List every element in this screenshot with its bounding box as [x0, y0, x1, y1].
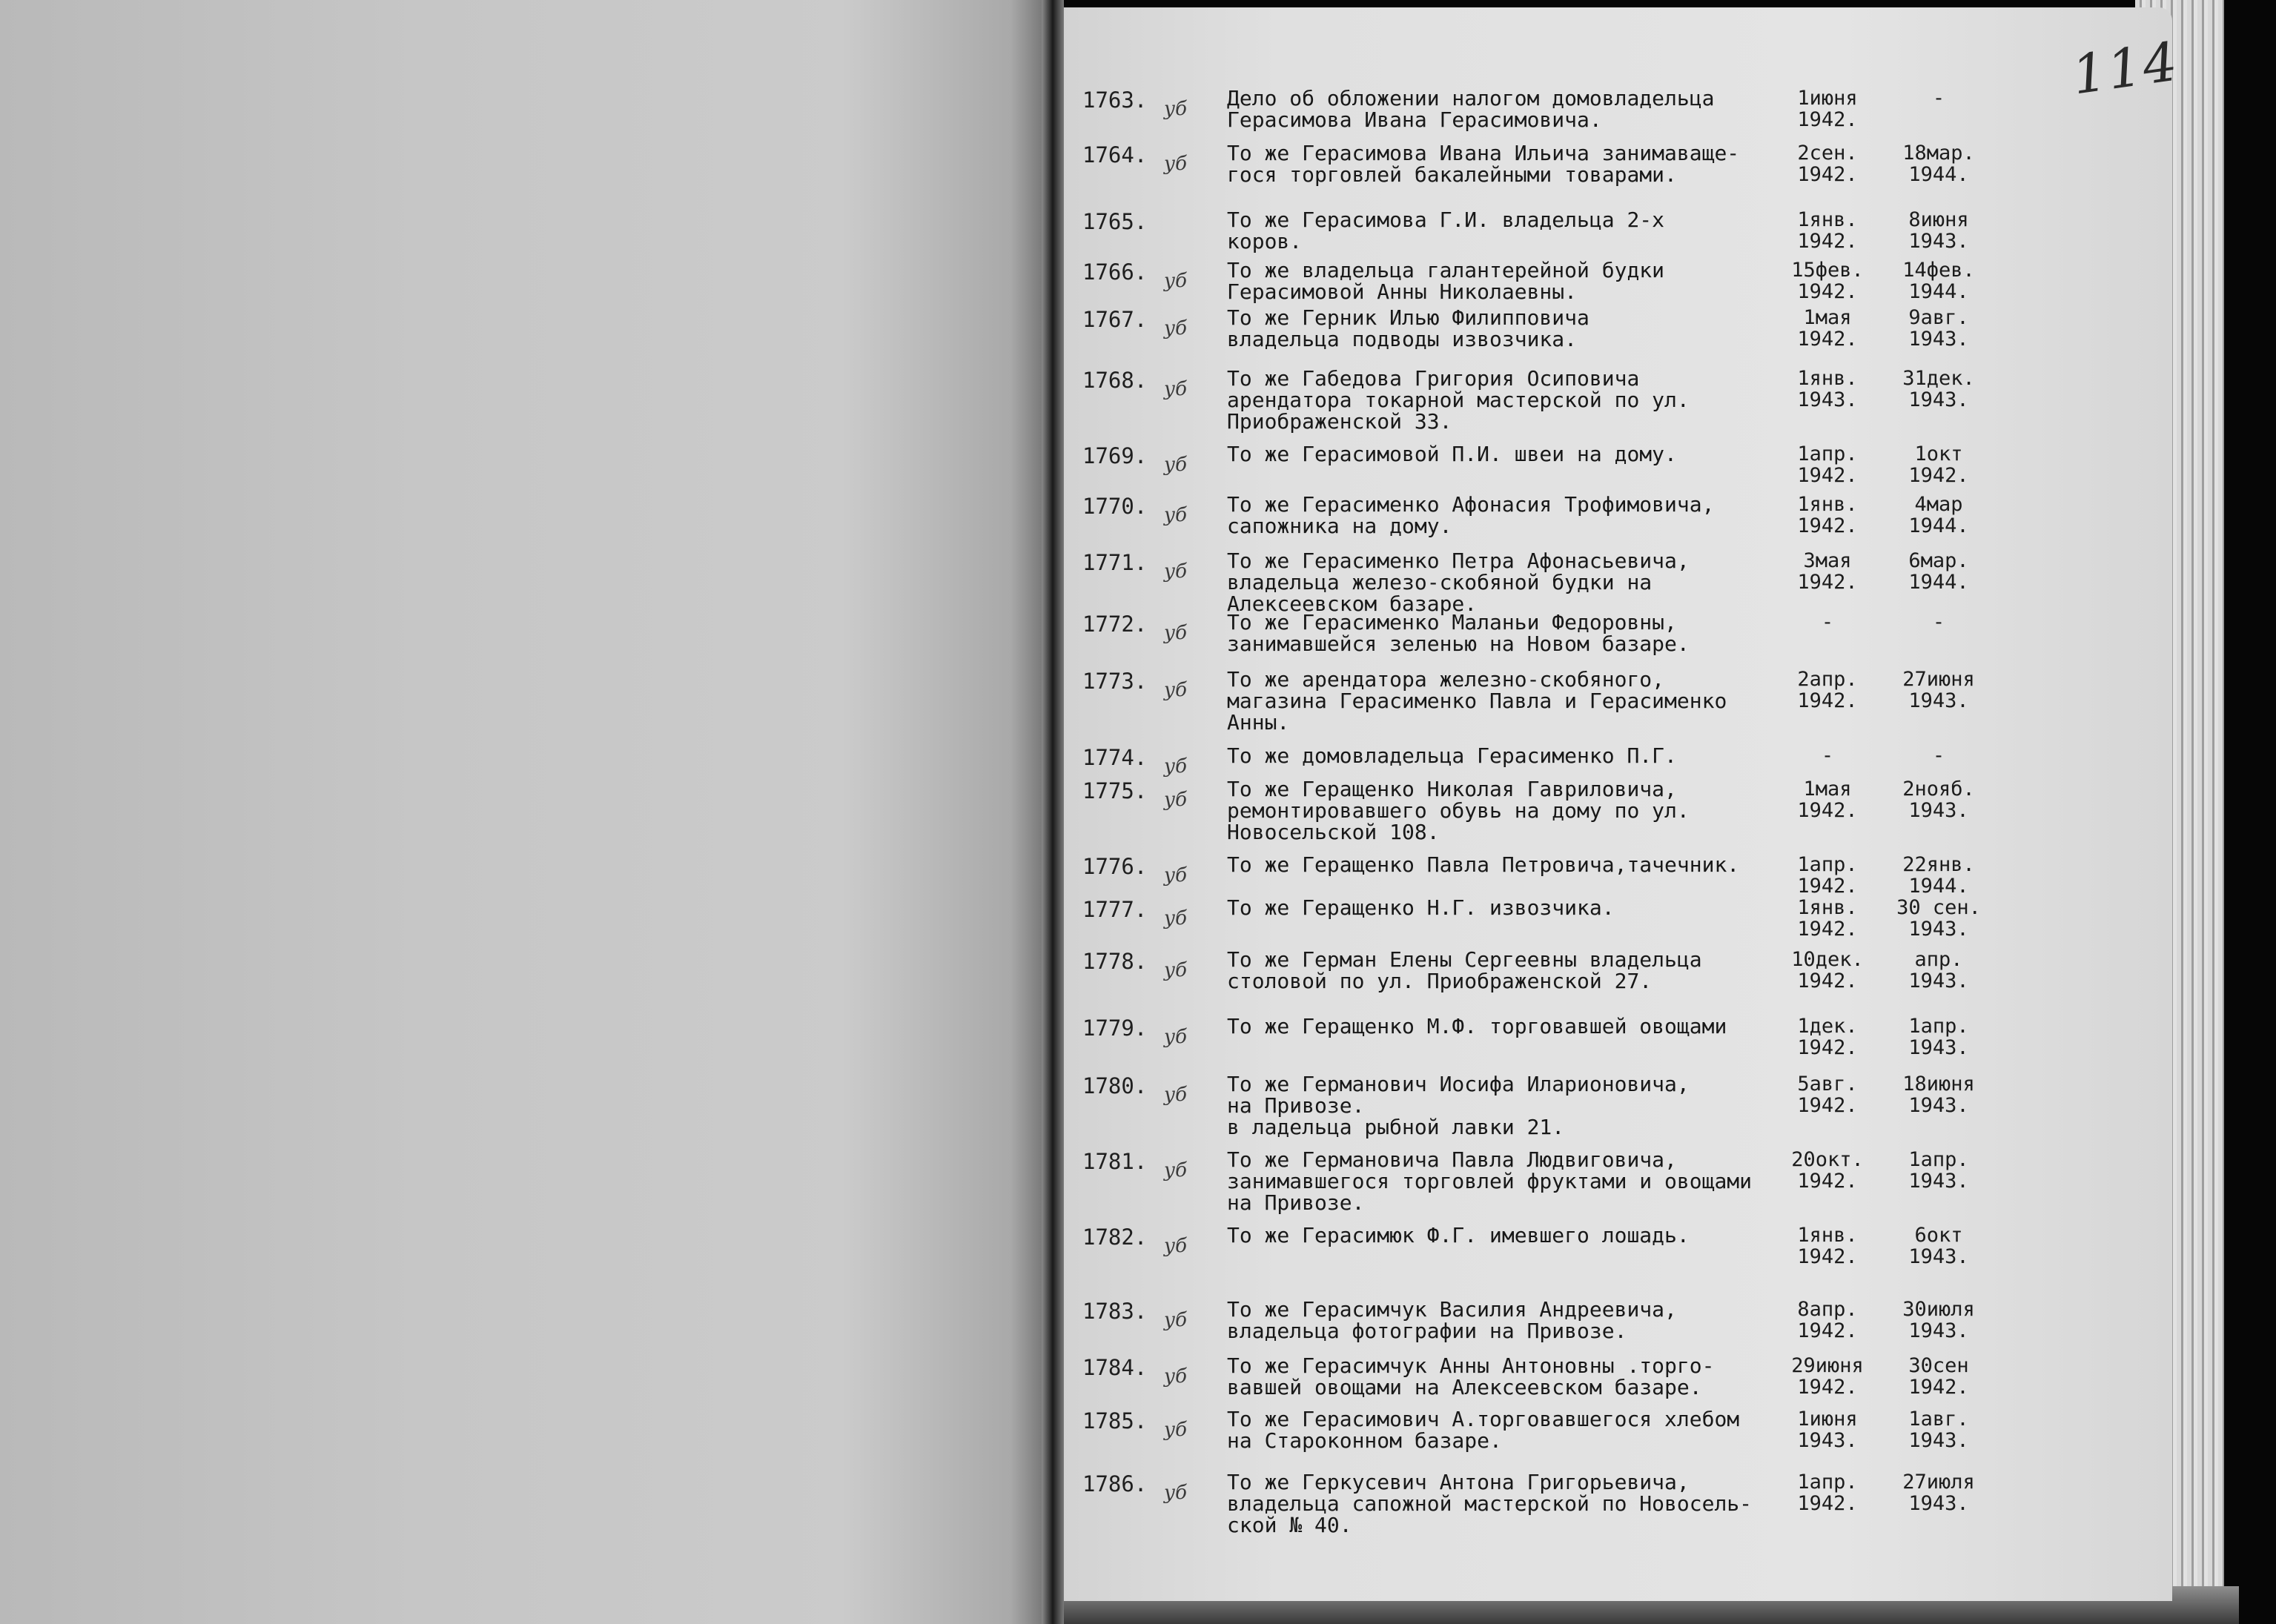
date-line: 1943. [1797, 388, 1858, 411]
date-line: 1апр. [1797, 853, 1858, 876]
entry-description [1227, 368, 1690, 432]
description-line: То же Герасимчук Анны Антоновны .торго- [1227, 1353, 1715, 1378]
date-line: - [1932, 611, 1945, 634]
date-line: - [1821, 744, 1834, 767]
end-date [1887, 897, 1991, 940]
date-line: 6мар. [1908, 549, 1969, 572]
entry-description [1227, 87, 1714, 130]
handwritten-mark: уб [1164, 317, 1187, 339]
date-line: 1943. [1908, 1170, 1969, 1193]
entry-description [1227, 1073, 1690, 1138]
folio-number: 114 [2068, 30, 2183, 107]
date-line: 2апр. [1797, 668, 1858, 691]
register-entry [0, 1407, 2276, 1453]
start-date [1776, 1408, 1879, 1451]
entry-number: 1768. [1082, 368, 1148, 393]
handwritten-mark: уб [1164, 98, 1187, 120]
description-line: То же Герасименко Петра Афонасьевича, [1227, 548, 1690, 573]
start-date [1776, 1471, 1879, 1514]
date-line: 1944. [1908, 875, 1969, 898]
end-date [1887, 949, 1991, 992]
date-line: 1943. [1908, 1094, 1969, 1117]
date-line: 1апр. [1797, 443, 1858, 465]
date-line: 1942. [1797, 689, 1858, 712]
end-date [1887, 612, 1991, 633]
entry-description [1227, 142, 1739, 185]
register-entry [0, 141, 2276, 187]
date-line: 1дек. [1797, 1015, 1858, 1038]
register-entry [0, 852, 2276, 898]
entry-number: 1763. [1082, 87, 1148, 113]
date-line: 1942. [1797, 571, 1858, 594]
date-line: 14фев. [1902, 259, 1975, 282]
description-line: То же Герасименко Афонасия Трофимовича, [1227, 492, 1715, 517]
description-line: То же Габедова Григория Осиповича [1227, 366, 1640, 391]
entry-description [1227, 307, 1589, 350]
date-line: 1943. [1908, 230, 1969, 253]
entry-description [1227, 1224, 1690, 1246]
start-date [1776, 745, 1879, 766]
date-line: 1942. [1797, 108, 1858, 131]
description-line: То же Герасимюк Ф.Г. имевшего лошадь. [1227, 1223, 1690, 1247]
start-date [1776, 1224, 1879, 1267]
entry-description [1227, 778, 1690, 843]
end-date [1887, 1015, 1991, 1058]
entry-description [1227, 897, 1615, 918]
date-line: 1942. [1797, 163, 1858, 186]
register-entry [0, 305, 2276, 351]
description-line: То же Герасименко Маланьи Федоровны, [1227, 610, 1677, 634]
handwritten-mark: уб [1164, 1482, 1187, 1504]
entry-number: 1769. [1082, 443, 1148, 468]
description-line: То же Герасимова Ивана Ильича занимаваще- [1227, 141, 1740, 165]
start-date [1776, 1073, 1879, 1116]
date-line: 6окт [1914, 1224, 1963, 1247]
description-line: Новосельской 108. [1227, 820, 1440, 844]
description-line: Алексеевском базаре. [1227, 591, 1478, 616]
date-line: 1943. [1908, 970, 1969, 992]
entry-number: 1770. [1082, 494, 1148, 519]
handwritten-mark: уб [1164, 679, 1187, 701]
date-line: 5авг. [1797, 1073, 1858, 1096]
date-line: 1943. [1908, 1036, 1969, 1059]
description-line: занимавшейся зеленью на Новом базаре. [1227, 632, 1690, 656]
end-date [1887, 1408, 1991, 1451]
date-line: 30сен [1908, 1354, 1969, 1377]
entry-number: 1773. [1082, 669, 1148, 694]
handwritten-mark: уб [1164, 454, 1187, 476]
date-line: 1943. [1908, 799, 1969, 822]
register-entry [0, 1072, 2276, 1139]
register-entry [0, 1147, 2276, 1215]
handwritten-mark: уб [1164, 789, 1187, 811]
date-line: 1942. [1797, 799, 1858, 822]
date-line: 10дек. [1791, 948, 1864, 971]
entry-description [1227, 1149, 1752, 1213]
description-line: ской № 40. [1227, 1513, 1352, 1537]
start-date [1776, 1149, 1879, 1192]
start-date [1776, 87, 1879, 130]
description-line: Дело об обложении налогом домовладельца [1227, 86, 1715, 110]
date-line: 1943. [1908, 1492, 1969, 1515]
end-date [1887, 1073, 1991, 1116]
entry-number: 1777. [1082, 897, 1148, 922]
description-line: То же Геращенко Николая Гавриловича, [1227, 777, 1677, 801]
register-entry [0, 86, 2276, 132]
date-line: 18июня [1902, 1073, 1975, 1096]
handwritten-mark: уб [1164, 1159, 1187, 1181]
handwritten-mark: уб [1164, 153, 1187, 175]
entry-number: 1771. [1082, 550, 1148, 575]
description-line: То же Геращенко М.Ф. торговавшей овощами [1227, 1014, 1727, 1038]
date-line: 18мар. [1902, 142, 1975, 165]
date-line: 22янв. [1902, 853, 1975, 876]
description-line: То же Герник Илью Филипповича [1227, 305, 1589, 330]
entry-number: 1766. [1082, 259, 1148, 285]
date-line: 1943. [1908, 918, 1969, 941]
date-line: 2сен. [1797, 142, 1858, 165]
handwritten-mark: уб [1164, 378, 1187, 400]
date-line: 1943. [1908, 1245, 1969, 1268]
description-line: на Привозе. [1227, 1093, 1365, 1118]
description-line: на Привозе. [1227, 1190, 1365, 1215]
register-entry [0, 1014, 2276, 1059]
start-date [1776, 259, 1879, 302]
date-line: 1авг. [1908, 1408, 1969, 1431]
date-line: 1942. [1797, 1170, 1858, 1193]
entry-number: 1778. [1082, 949, 1148, 974]
handwritten-mark: уб [1164, 1084, 1187, 1106]
date-line: 1942. [1797, 1376, 1858, 1399]
start-date [1776, 854, 1879, 897]
start-date [1776, 368, 1879, 411]
date-line: 1942. [1797, 875, 1858, 898]
description-line: гося торговлей бакалейными товарами. [1227, 162, 1677, 187]
start-date [1776, 550, 1879, 593]
date-line: 1942. [1797, 1319, 1858, 1342]
description-line: владельца фотографии на Привозе. [1227, 1319, 1627, 1343]
entry-description [1227, 550, 1690, 614]
entry-number: 1779. [1082, 1015, 1148, 1041]
entry-description [1227, 1355, 1714, 1398]
description-line: арендатора токарной мастерской по ул. [1227, 388, 1690, 412]
register-entry [0, 777, 2276, 844]
date-line: 4мар [1914, 493, 1963, 516]
handwritten-mark: уб [1164, 504, 1187, 526]
date-line: 1942. [1797, 514, 1858, 537]
entry-number: 1775. [1082, 778, 1148, 803]
handwritten-mark: уб [1164, 1026, 1187, 1048]
description-line: владельца подводы извозчика. [1227, 327, 1578, 351]
handwritten-mark: уб [1164, 959, 1187, 981]
date-line: 1942. [1797, 1492, 1858, 1515]
start-date [1776, 443, 1879, 486]
description-line: Анны. [1227, 710, 1290, 735]
date-line: 1943. [1908, 1429, 1969, 1452]
date-line: 3мая [1803, 549, 1852, 572]
entry-description [1227, 259, 1664, 302]
end-date [1887, 1355, 1991, 1398]
start-date [1776, 778, 1879, 821]
entry-description [1227, 1471, 1752, 1536]
end-date [1887, 854, 1991, 897]
start-date [1776, 949, 1879, 992]
end-date [1887, 1149, 1991, 1192]
handwritten-mark: уб [1164, 1419, 1187, 1441]
description-line: магазина Герасименко Павла и Герасименко [1227, 689, 1727, 713]
entry-description [1227, 745, 1677, 766]
date-line: 1янв. [1797, 208, 1858, 231]
date-line: 31дек. [1902, 367, 1975, 390]
date-line: 1942. [1797, 1094, 1858, 1117]
register-entry [0, 208, 2276, 253]
date-line: 1944. [1908, 571, 1969, 594]
end-date [1887, 307, 1991, 350]
description-line: То же домовладельца Герасименко П.Г. [1227, 743, 1677, 768]
entry-number: 1765. [1082, 209, 1148, 234]
end-date [1887, 745, 1991, 766]
date-line: 1мая [1803, 778, 1852, 801]
date-line: 1апр. [1797, 1471, 1858, 1494]
entry-number: 1785. [1082, 1408, 1148, 1434]
handwritten-mark: уб [1164, 560, 1187, 583]
end-date [1887, 1224, 1991, 1267]
description-line: Приображенской 33. [1227, 409, 1452, 434]
entry-description [1227, 1299, 1677, 1342]
description-line: То же арендатора железно-скобяного, [1227, 667, 1665, 692]
register-entry [0, 1223, 2276, 1268]
date-line: 8апр. [1797, 1298, 1858, 1321]
date-line: 1942. [1797, 1036, 1858, 1059]
date-line: 1июня [1797, 87, 1858, 110]
date-line: 1944. [1908, 163, 1969, 186]
entry-number: 1786. [1082, 1471, 1148, 1497]
handwritten-mark: уб [1164, 755, 1187, 778]
start-date [1776, 1299, 1879, 1342]
end-date [1887, 550, 1991, 593]
description-line: То же Герасимовой П.И. швеи на дому. [1227, 442, 1677, 466]
date-line: 1окт [1914, 443, 1963, 465]
date-line: 1943. [1908, 388, 1969, 411]
description-line: сапожника на дому. [1227, 514, 1452, 538]
date-line: 1942. [1797, 230, 1858, 253]
description-line: То же Геращенко Н.Г. извозчика. [1227, 895, 1615, 920]
entry-number: 1784. [1082, 1355, 1148, 1380]
date-line: 27июня [1902, 668, 1975, 691]
handwritten-mark: уб [1164, 1235, 1187, 1257]
entry-number: 1783. [1082, 1299, 1148, 1324]
entry-number: 1776. [1082, 854, 1148, 879]
description-line: занимавшегося торговлей фруктами и овощами [1227, 1169, 1753, 1193]
description-line: владельца сапожной мастерской по Новосель- [1227, 1491, 1753, 1516]
handwritten-mark: уб [1164, 907, 1187, 929]
date-line: 1943. [1908, 689, 1969, 712]
date-line: 1апр. [1908, 1015, 1969, 1038]
description-line: вавшей овощами на Алексеевском базаре. [1227, 1375, 1702, 1399]
description-line: ремонтировавшего обувь на дому по ул. [1227, 798, 1690, 823]
date-line: 1янв. [1797, 493, 1858, 516]
entry-description [1227, 669, 1727, 733]
date-line: - [1821, 611, 1834, 634]
register-entry [0, 442, 2276, 487]
end-date [1887, 259, 1991, 302]
register-entry [0, 743, 2276, 778]
date-line: 27июля [1902, 1471, 1975, 1494]
description-line: на Староконном базаре. [1227, 1428, 1502, 1453]
date-line: 1942. [1797, 280, 1858, 303]
date-line: 29июня [1791, 1354, 1864, 1377]
date-line: 1943. [1797, 1429, 1858, 1452]
date-line: 1942. [1797, 970, 1858, 992]
description-line: То же Геращенко Павла Петровича,тачечник. [1227, 852, 1740, 877]
date-line: 20окт. [1791, 1148, 1864, 1171]
entry-description [1227, 1015, 1727, 1037]
end-date [1887, 669, 1991, 712]
description-line: То же Герасимович А.торговавшегося хлебом [1227, 1407, 1740, 1431]
description-line: коров. [1227, 229, 1303, 253]
end-date [1887, 494, 1991, 537]
end-date [1887, 443, 1991, 486]
description-line: То же Геркусевич Антона Григорьевича, [1227, 1470, 1690, 1494]
end-date [1887, 142, 1991, 185]
date-line: 1янв. [1797, 896, 1858, 919]
description-line: То же Герман Елены Сергеевны владельца [1227, 947, 1702, 972]
entry-number: 1782. [1082, 1224, 1148, 1250]
start-date [1776, 142, 1879, 185]
entry-description [1227, 494, 1714, 537]
description-line: столовой по ул. Приображенской 27. [1227, 969, 1653, 993]
date-line: 1942. [1908, 1376, 1969, 1399]
start-date [1776, 1015, 1879, 1058]
date-line: 1942. [1908, 464, 1969, 487]
date-line: 1942. [1797, 328, 1858, 351]
end-date [1887, 209, 1991, 252]
register-entry [0, 895, 2276, 941]
handwritten-mark: уб [1164, 1309, 1187, 1331]
handwritten-mark: уб [1164, 270, 1187, 292]
handwritten-mark: уб [1164, 1365, 1187, 1388]
entry-number: 1781. [1082, 1149, 1148, 1174]
description-line: То же Герасимчук Василия Андреевича, [1227, 1297, 1677, 1322]
entry-description [1227, 443, 1677, 465]
date-line: 9авг. [1908, 306, 1969, 329]
register-entry [0, 548, 2276, 616]
description-line: То же Германович Иосифа Иларионовича, [1227, 1072, 1690, 1096]
date-line: 1мая [1803, 306, 1852, 329]
date-line: 1944. [1908, 514, 1969, 537]
handwritten-mark: уб [1164, 864, 1187, 886]
end-date [1887, 1299, 1991, 1342]
entry-description [1227, 612, 1690, 654]
book-gutter [1042, 0, 1064, 1624]
date-line: 1янв. [1797, 367, 1858, 390]
start-date [1776, 897, 1879, 940]
date-line: 8июня [1908, 208, 1969, 231]
end-date [1887, 1471, 1991, 1514]
end-date [1887, 368, 1991, 411]
date-line: 30 сен. [1896, 896, 1981, 919]
start-date [1776, 494, 1879, 537]
date-line: - [1932, 87, 1945, 110]
start-date [1776, 669, 1879, 712]
date-line: апр. [1914, 948, 1963, 971]
start-date [1776, 1355, 1879, 1398]
start-date [1776, 209, 1879, 252]
register-entry [0, 1353, 2276, 1399]
date-line: 1943. [1908, 328, 1969, 351]
description-line: Герасимова Ивана Герасимовича. [1227, 107, 1602, 132]
date-line: 1942. [1797, 1245, 1858, 1268]
date-line: 1942. [1797, 464, 1858, 487]
description-line: То же владельца галантерейной будки [1227, 258, 1665, 282]
end-date [1887, 778, 1991, 821]
description-line: Герасимовой Анны Николаевны. [1227, 279, 1578, 304]
date-line: 1943. [1908, 1319, 1969, 1342]
date-line: 1942. [1797, 918, 1858, 941]
register-entry [0, 258, 2276, 304]
entry-number: 1772. [1082, 612, 1148, 637]
entry-description [1227, 209, 1664, 252]
date-line: 1янв. [1797, 1224, 1858, 1247]
entry-number: 1764. [1082, 142, 1148, 168]
entry-description [1227, 1408, 1739, 1451]
description-line: То же Герасимова Г.И. владельца 2-х [1227, 208, 1665, 232]
entry-number: 1774. [1082, 745, 1148, 770]
date-line: 2нояб. [1902, 778, 1975, 801]
date-line: 1июня [1797, 1408, 1858, 1431]
handwritten-mark: уб [1164, 622, 1187, 644]
register-entry [0, 1470, 2276, 1537]
start-date [1776, 612, 1879, 633]
date-line: 15фев. [1791, 259, 1864, 282]
entry-number: 1780. [1082, 1073, 1148, 1098]
entry-description [1227, 854, 1739, 875]
date-line: 30июля [1902, 1298, 1975, 1321]
end-date [1887, 87, 1991, 109]
date-line: - [1932, 744, 1945, 767]
entry-number: 1767. [1082, 307, 1148, 332]
description-line: в ладельца рыбной лавки 21. [1227, 1115, 1565, 1139]
left-blank-page [0, 0, 1053, 1624]
description-line: владельца железо-скобяной будки на [1227, 570, 1653, 594]
description-line: То же Германовича Павла Людвиговича, [1227, 1147, 1677, 1172]
date-line: 1944. [1908, 280, 1969, 303]
entry-description [1227, 949, 1702, 992]
start-date [1776, 307, 1879, 350]
date-line: 1апр. [1908, 1148, 1969, 1171]
